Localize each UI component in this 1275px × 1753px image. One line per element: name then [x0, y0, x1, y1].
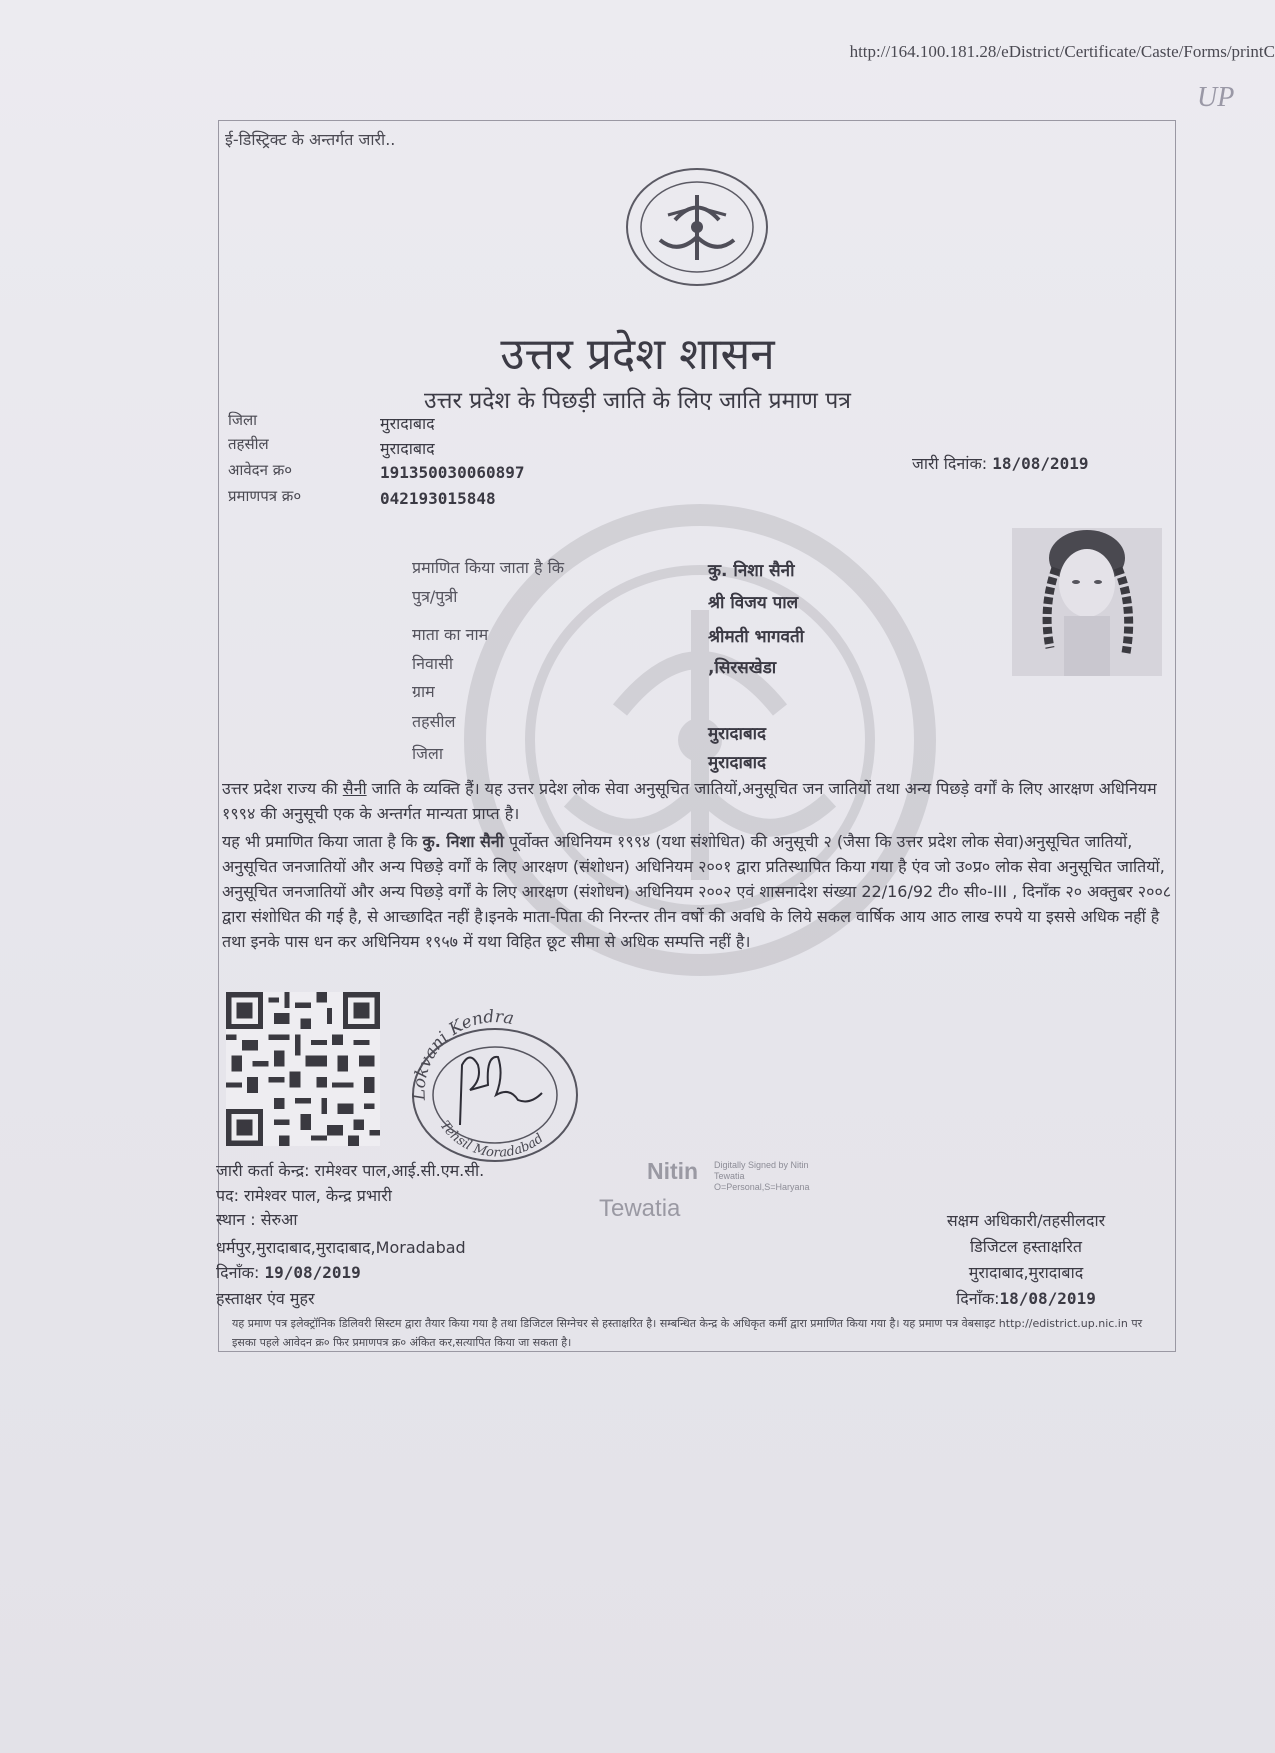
- issue-date: [912, 452, 1089, 474]
- district-value: मुरादाबाद: [380, 414, 435, 433]
- authority-date-value: 18/08/2019: [999, 1289, 1096, 1308]
- issued-under-text: ई-डिस्ट्रिक्ट के अन्तर्गत जारी..: [225, 130, 396, 149]
- tehsil-value: मुरादाबाद: [380, 439, 435, 458]
- digital-signature-details: [714, 1160, 810, 1193]
- seal-top-text: Lokvani Kendra: [409, 1006, 516, 1101]
- issuer-address: धर्मपुर,मुरादाबाद,मुरादाबाद,Moradabad: [216, 1238, 466, 1257]
- applicant-photo: [1012, 528, 1162, 676]
- field-value-mother: श्रीमती भागवती: [708, 627, 805, 647]
- field-value-tehsil: मुरादाबाद: [708, 724, 767, 744]
- seal-bottom-text: Tehsil Moradabad: [436, 1118, 547, 1161]
- creamy-layer-part1: यह भी प्रमाणित किया जाता है कि: [222, 832, 423, 851]
- digital-signer-last-name: Tewatia: [599, 1195, 681, 1222]
- digital-signature-line2: Tewatia: [714, 1171, 745, 1181]
- qr-code: [226, 992, 380, 1146]
- authority-title: सक्षम अधिकारी/तहसीलदार: [946, 1211, 1106, 1230]
- issue-date-value: 18/08/2019: [992, 454, 1089, 473]
- issuer-place: स्थान : सेरुआ: [216, 1210, 298, 1229]
- field-label-tehsil: तहसील: [412, 712, 456, 731]
- issuer-centre: जारी कर्ता केन्द्र: रामेश्वर पाल,आई.सी.एम.सी.: [216, 1161, 485, 1180]
- handwritten-mark: UP: [1197, 82, 1235, 113]
- authority-place: मुरादाबाद,मुरादाबाद: [968, 1263, 1084, 1282]
- authority-date-label: दिनाँक:: [956, 1289, 1000, 1308]
- digital-signer-first-name: Nitin: [647, 1158, 699, 1184]
- print-url: http://164.100.181.28/eDistrict/Certificate/Caste/Forms/printC: [849, 42, 1275, 61]
- creamy-layer-name: कु. निशा सैनी: [422, 832, 504, 851]
- field-label-resident: निवासी: [412, 654, 454, 673]
- tehsil-label: तहसील: [228, 435, 269, 453]
- certificate-subtitle: उत्तर प्रदेश के पिछड़ी जाति के लिए जाति प्रमाण पत्र: [423, 388, 851, 414]
- handwritten-signature: [460, 1057, 542, 1125]
- field-label-child-of: पुत्र/पुत्री: [412, 587, 458, 606]
- field-value-district: मुरादाबाद: [708, 753, 767, 773]
- lokvani-kendra-seal: [400, 1005, 590, 1165]
- issuer-date: [216, 1261, 361, 1283]
- issuer-signature-label: हस्ताक्षर एंव मुहर: [216, 1289, 315, 1308]
- caste-statement-part1: उत्तर प्रदेश राज्य की: [222, 779, 343, 798]
- field-label-mother: माता का नाम: [412, 625, 489, 644]
- authority-date: [896, 1287, 1156, 1309]
- up-government-emblem-icon: [620, 165, 775, 290]
- creamy-layer-part2: पूर्वोक्त अधिनियम १९९४ (यथा संशोधित) की अनुसूची २ (जैसा कि उत्तर प्रदेश लोक सेवा)अनुसूचित जातियों, अनुसूचित जनजातियों और अन्य पिछड़े वर्गों के लिए आरक्षण (संशोधन) अधिनियम २००१ द्वारा प्रतिस्थापित किया गया है एंव जो उ०प्र० लोक सेवा अनुसूचित जातियों, अनुसूचित जनजातियों और अन्य पिछड़े वर्गों के लिए आरक्षण (संशोधन) अधिनियम २००२ एवं शासनादेश संख्या 22/16/92 टी० सी०-III , दिनाँक २० अक्तुबर २००८ द्वारा संशोधित की गई है, से आच्छादित नहीं है।इनके माता-पिता की निरन्तर तीन वर्षो की अवधि के लिये सकल वार्षिक आय आठ लाख रुपये या इससे अधिक नहीं है तथा इनके पास धन कर अधिनियम १९५७ में यथा विहित छूट सीमा से अधिक सम्पत्ति नहीं है।: [222, 832, 1172, 951]
- field-label-certified: प्रमाणित किया जाता है कि: [412, 558, 565, 577]
- application-number: 191350030060897: [380, 463, 525, 482]
- field-value-father: श्री विजय पाल: [708, 593, 799, 613]
- caste-statement-part2: जाति के व्यक्ति हैं। यह उत्तर प्रदेश लोक सेवा अनुसूचित जातियों,अनुसूचित जन जातियों तथा अन्य पिछड़े वर्गों के लिए आरक्षण अधिनियम १९९४ की अनुसूची एक के अन्तर्गत मान्यता प्राप्त है।: [222, 779, 1157, 823]
- caste-statement: [222, 776, 1172, 826]
- digital-signature-line3: O=Personal,S=Haryana: [714, 1182, 810, 1192]
- authority-digitally-signed: डिजिटल हस्ताक्षरित: [970, 1237, 1082, 1256]
- creamy-layer-statement: [222, 829, 1172, 954]
- issuer-date-value: 19/08/2019: [264, 1263, 361, 1282]
- digital-signature-line1: Digitally Signed by Nitin: [714, 1160, 809, 1170]
- application-label: आवेदन क्र०: [228, 461, 293, 479]
- certificate-number-label: प्रमाणपत्र क्र०: [228, 487, 302, 505]
- certificate-number: 042193015848: [380, 489, 496, 508]
- issuer-post: पद: रामेश्वर पाल, केन्द्र प्रभारी: [216, 1186, 392, 1205]
- issue-date-label: जारी दिनांक:: [912, 454, 988, 473]
- field-value-resident: ,सिरसखेडा: [708, 658, 777, 678]
- district-label: जिला: [228, 411, 258, 429]
- caste-name: सैनी: [342, 779, 367, 798]
- issuer-date-label: दिनाँक:: [216, 1263, 265, 1282]
- field-value-name: कु. निशा सैनी: [708, 561, 795, 581]
- verification-footnote: यह प्रमाण पत्र इलेक्ट्रॉनिक डिलिवरी सिस्टम द्वारा तैयार किया गया है तथा डिजिटल सिग्नेचर से हस्ताक्षरित है। सम्बन्धित केन्द्र के अधिकृत कर्मी द्वारा प्रमाणित किया गया है। यह प्रमाण पत्र वेबसाइट http://edistrict.up.nic.in पर इसका पहले आवेदन क्र० फिर प्रमाणपत्र क्र० अंकित कर,सत्यापित किया जा सकता है।: [232, 1317, 1143, 1349]
- field-label-village: ग्राम: [412, 682, 435, 701]
- field-label-district: जिला: [412, 744, 444, 763]
- page-title: उत्तर प्रदेश शासन: [500, 329, 775, 380]
